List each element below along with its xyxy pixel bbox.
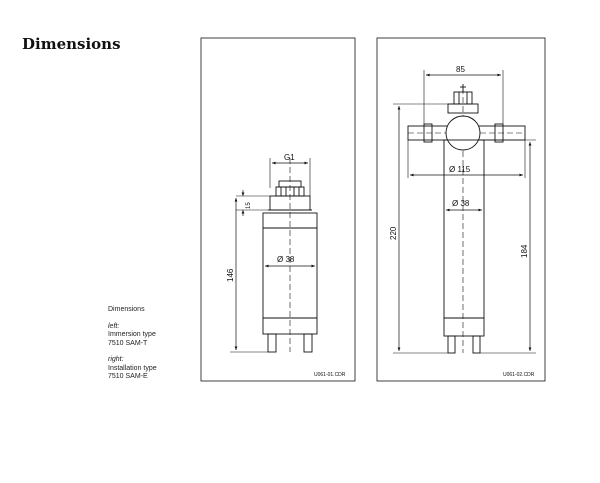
caption-right-label: right:: [108, 356, 124, 363]
dim-right-body: 184: [520, 244, 529, 258]
caption-left-name: Immersion type: [108, 331, 156, 338]
caption-left-model: 7510 SAM-T: [108, 339, 148, 347]
drawing-immersion-type: [201, 38, 355, 381]
caption-right-name: Installation type: [108, 364, 157, 372]
dim-left-thread: G1: [284, 153, 295, 162]
caption-right-model: 7510 SAM-E: [108, 373, 148, 380]
dim-left-small: 15: [246, 202, 252, 209]
file-code-left: U061-01.CDR: [314, 372, 346, 378]
drawing-installation-type: [377, 38, 545, 381]
caption-left-label: left:: [108, 322, 120, 330]
drawing-left-frame: [201, 38, 355, 381]
dim-right-flange: Ø 115: [449, 165, 471, 174]
dim-left-diameter: Ø 38: [277, 255, 295, 264]
dim-right-diameter: Ø 38: [452, 199, 470, 208]
dim-left-height: 146: [226, 268, 235, 282]
page-title: Dimensions: [22, 35, 121, 53]
caption-title: Dimensions: [108, 306, 145, 313]
dim-right-total: 220: [389, 226, 398, 240]
dim-right-width: 85: [456, 65, 465, 74]
file-code-right: U061-02.CDR: [503, 372, 535, 378]
drawing-right-frame: [377, 38, 545, 381]
